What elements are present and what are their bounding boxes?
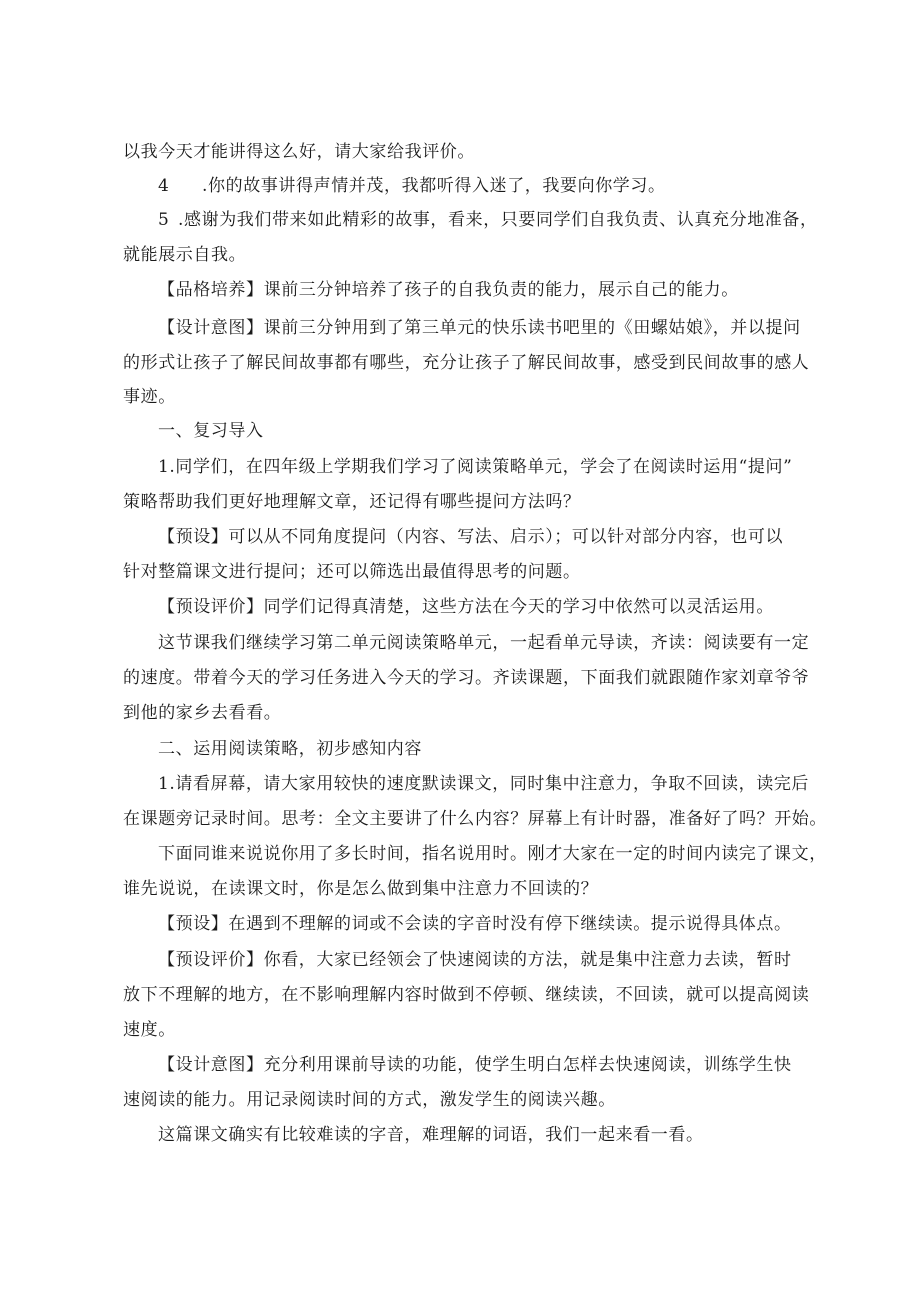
text-line: 这篇课文确实有比较难读的字音，难理解的词语，我们一起来看一看。	[158, 1125, 704, 1145]
item-number: 5	[158, 210, 170, 230]
text-line: 1.同学们，在四年级上学期我们学习了阅读策略单元，学会了在阅读时运用“提问”	[158, 457, 793, 477]
text-line: 这节课我们继续学习第二单元阅读策略单元，一起看单元导读，齐读：阅读要有一定	[158, 633, 810, 653]
text-line: 【品格培养】课前三分钟培养了孩子的自我负责的能力，展示自己的能力。	[158, 280, 739, 300]
section-heading: 二、运用阅读策略，初步感知内容	[158, 739, 422, 759]
list-item-4	[158, 176, 666, 196]
text-line: 【预设评价】你看，大家已经领会了快速阅读的方法，就是集中注意力去读，暂时	[158, 950, 792, 970]
text-line: 在课题旁记录时间。思考：全文主要讲了什么内容？屏幕上有计时器，准备好了吗？开始。	[123, 809, 827, 829]
section-heading: 一、复习导入	[158, 421, 264, 441]
text-line: 【预设评价】同学们记得真清楚，这些方法在今天的学习中依然可以灵活运用。	[158, 597, 774, 617]
text-line: 就能展示自我。	[123, 245, 247, 265]
text-line: 下面同谁来说说你用了多长时间，指名说用时。刚才大家在一定的时间内读完了课文，	[158, 844, 827, 864]
text-line: 谁先说说，在读课文时，你是怎么做到集中注意力不回读的？	[123, 879, 599, 899]
text-line: 速度。	[123, 1020, 176, 1040]
item-number: 4	[158, 176, 170, 196]
text-line: 策略帮助我们更好地理解文章，还记得有哪些提问方法吗？	[123, 492, 581, 512]
text-line: 到他的家乡去看看。	[123, 703, 282, 723]
text-line: 1.请看屏幕，请大家用较快的速度默读课文，同时集中注意力，争取不回读，读完后	[158, 774, 810, 794]
text-line: 速阅读的能力。用记录阅读时间的方式，激发学生的阅读兴趣。	[123, 1090, 616, 1110]
text-line: .你的故事讲得声情并茂，我都听得入迷了，我要向你学习。	[202, 176, 666, 196]
text-line: 【设计意图】充分利用课前导读的功能，使学生明白怎样去快速阅读，训练学生快	[158, 1055, 792, 1075]
text-line: 【设计意图】课前三分钟用到了第三单元的快乐读书吧里的《田螺姑娘》，并以提问	[158, 318, 801, 338]
text-line: .感谢为我们带来如此精彩的故事，看来，只要同学们自我负责、认真充分地准备，	[178, 210, 818, 230]
text-line: 事迹。	[123, 387, 176, 407]
text-line: 针对整篇课文进行提问；还可以筛选出最值得思考的问题。	[123, 562, 581, 582]
text-line: 的速度。带着今天的学习任务进入今天的学习。齐读课题，下面我们就跟随作家刘章爷爷	[123, 668, 810, 688]
text-line: 【预设】可以从不同角度提问（内容、写法、启示）；可以针对部分内容，也可以	[158, 527, 784, 547]
text-line: 放下不理解的地方，在不影响理解内容时做到不停顿、继续读，不回读，就可以提高阅读	[123, 985, 810, 1005]
list-item-5	[158, 210, 818, 230]
text-line: 【预设】在遇到不理解的词或不会读的字音时没有停下继续读。提示说得具体点。	[158, 914, 792, 934]
text-line: 的形式让孩子了解民间故事都有哪些，充分让孩子了解民间故事，感受到民间故事的感人	[123, 353, 810, 373]
text-line: 以我今天才能讲得这么好，请大家给我评价。	[123, 142, 475, 162]
